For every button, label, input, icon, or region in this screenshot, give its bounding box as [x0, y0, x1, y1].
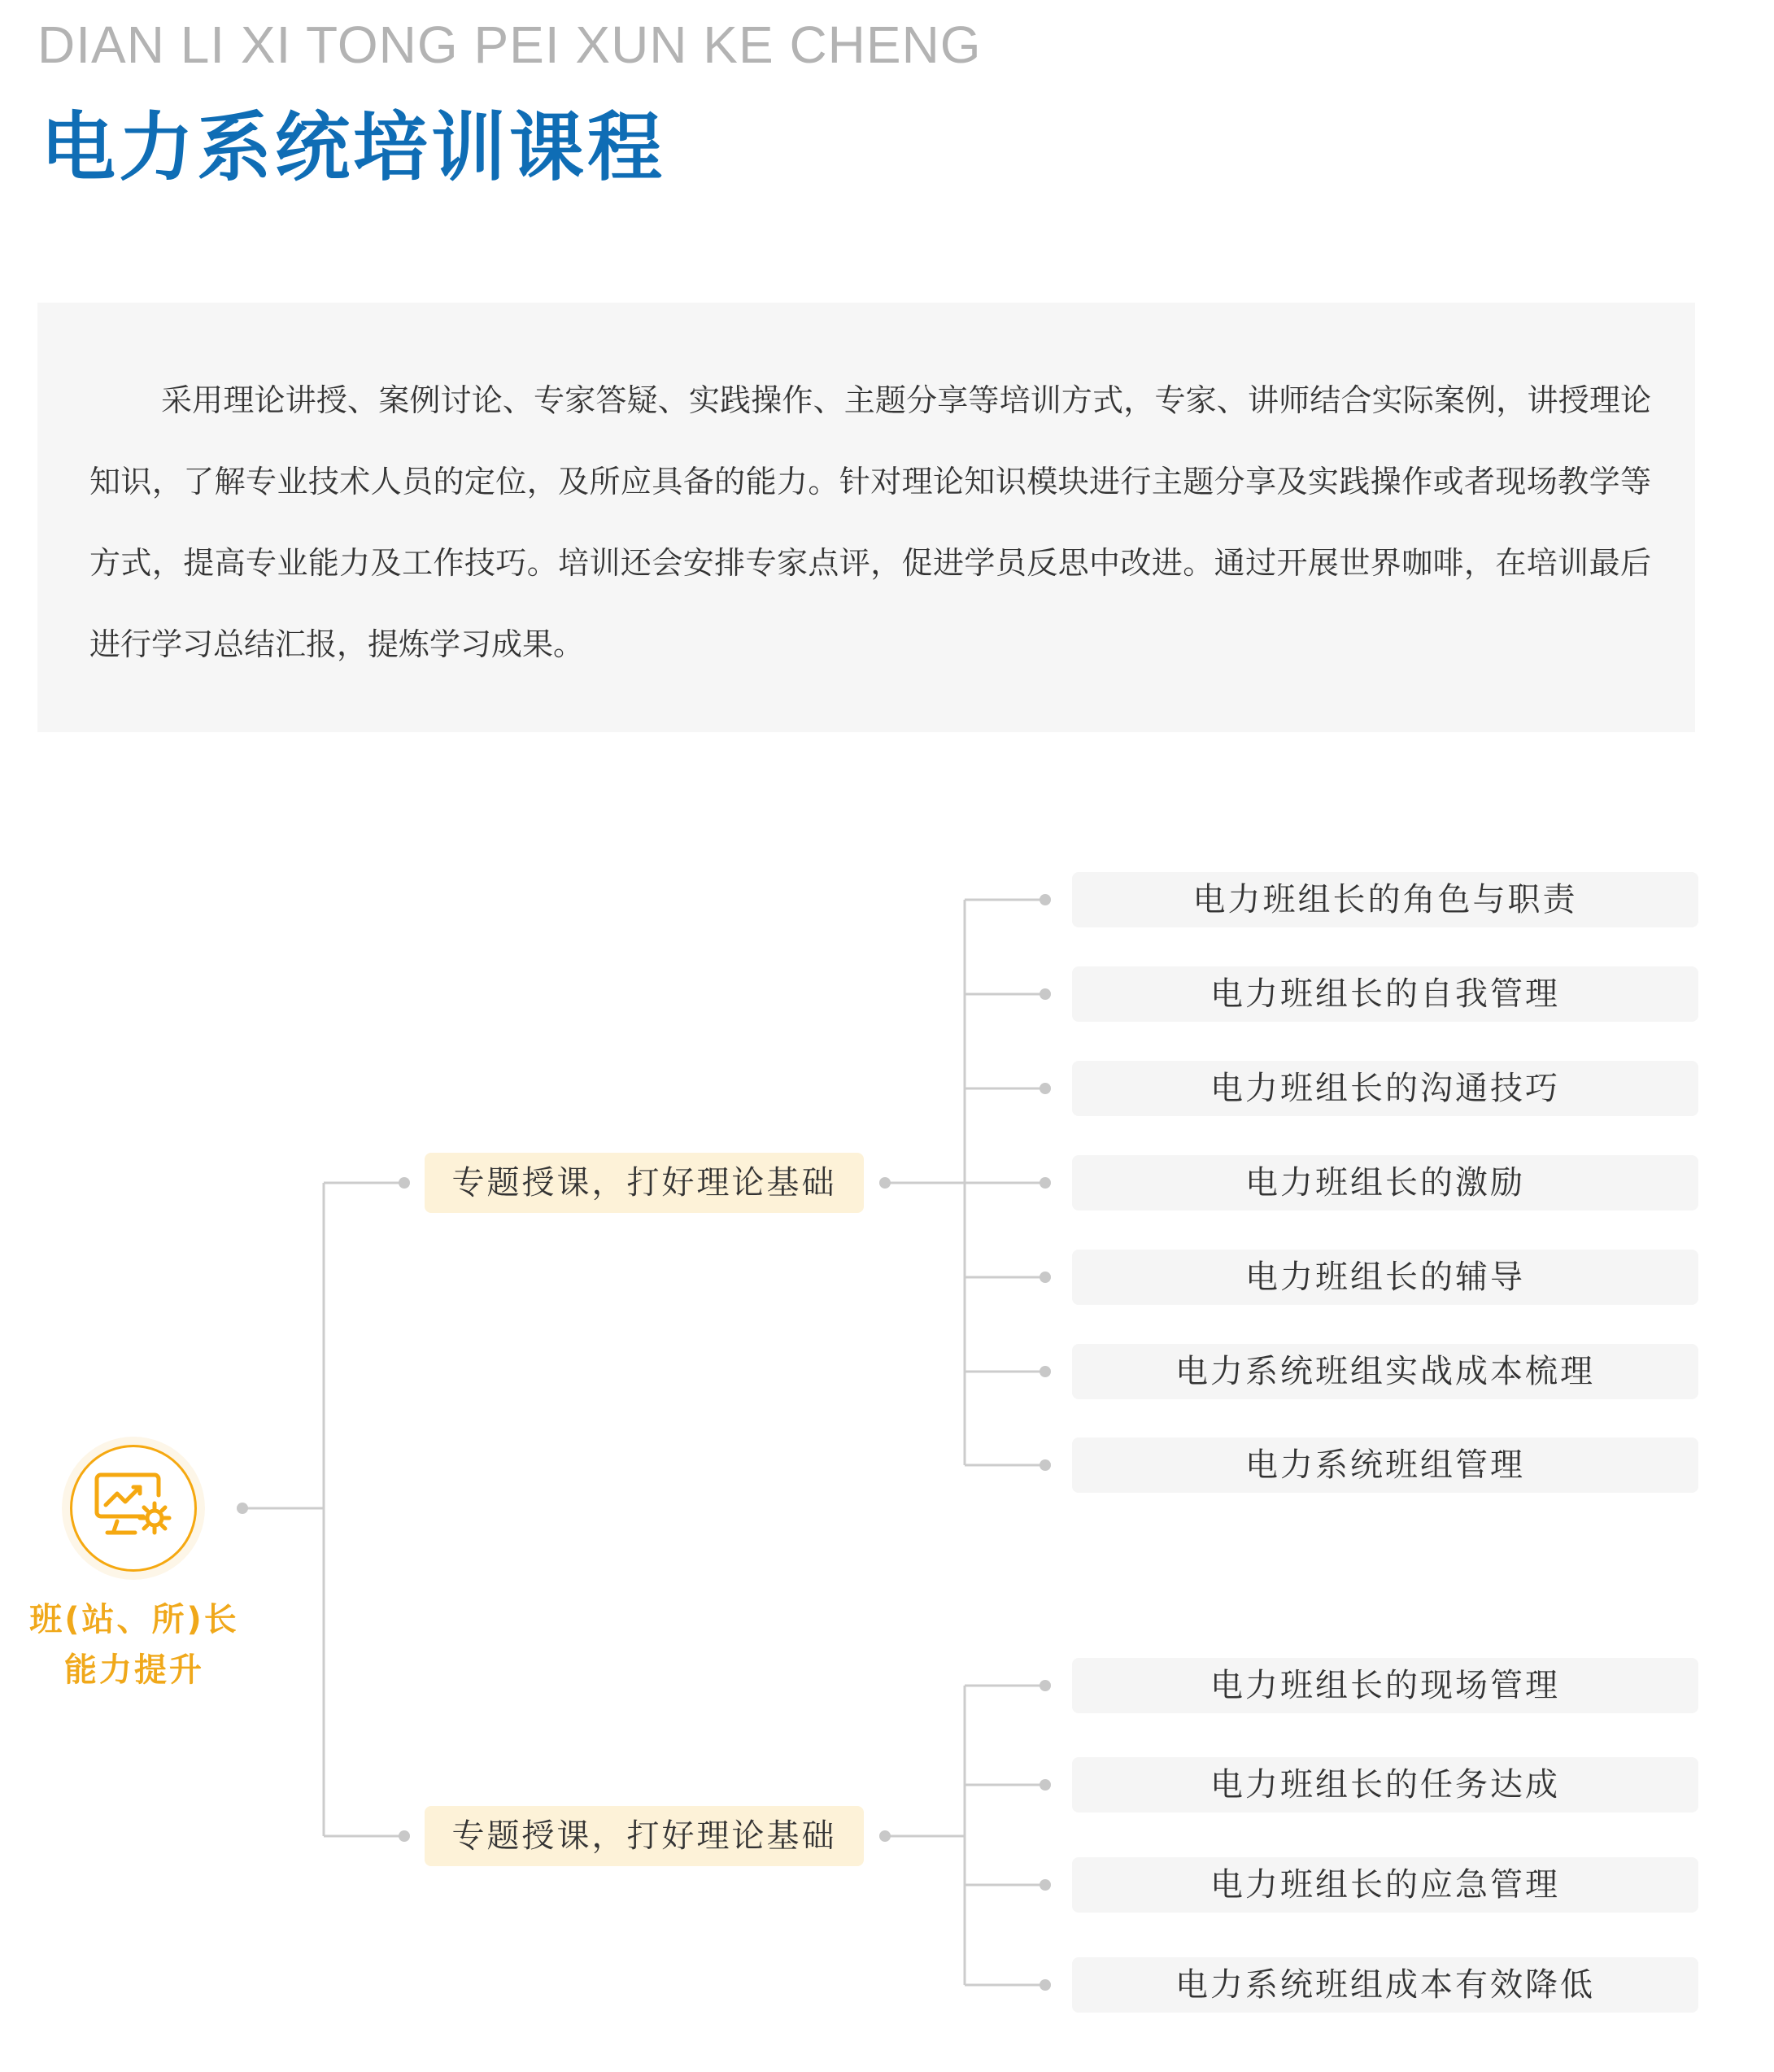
leaf-node: 电力班组长的现场管理: [1072, 1658, 1698, 1713]
leaf-node: 电力班组长的激励: [1072, 1155, 1698, 1210]
root-label-line-2: 能力提升: [64, 1651, 204, 1689]
leaf-node: 电力班组长的沟通技巧: [1072, 1061, 1698, 1116]
branch-node-1: 专题授课，打好理论基础: [425, 1153, 864, 1213]
leaf-node: 电力班组长的自我管理: [1072, 966, 1698, 1022]
root-label-line-1: 班(站、所)长: [29, 1601, 239, 1638]
page-title: 电力系统培训课程: [41, 104, 666, 191]
leaf-node: 电力系统班组成本有效降低: [1072, 1957, 1698, 2013]
monitor-gear-icon: [93, 1471, 174, 1546]
leaf-node: 电力班组长的应急管理: [1072, 1857, 1698, 1913]
leaf-node: 电力班组长的辅导: [1072, 1250, 1698, 1305]
pinyin-subtitle: DIAN LI XI TONG PEI XUN KE CHENG: [37, 15, 982, 74]
leaf-node: 电力班组长的任务达成: [1072, 1757, 1698, 1812]
leaf-node: 电力班组长的角色与职责: [1072, 872, 1698, 927]
root-node-label: [24, 1594, 244, 1695]
root-node-icon-badge: [62, 1437, 205, 1580]
branch-node-2: 专题授课，打好理论基础: [425, 1806, 864, 1866]
intro-paragraph: 采用理论讲授、案例讨论、专家答疑、实践操作、主题分享等培训方式，专家、讲师结合实际案例，讲授理论知识，了解专业技术人员的定位，及所应具备的能力。针对理论知识模块进行主题分享及实践操作或者现场教学等方式，提高专业能力及工作技巧。培训还会安排专家点评，促进学员反思中改进。通过开展世界咖啡，在培训最后进行学习总结汇报，提炼学习成果。: [89, 382, 1651, 662]
leaf-node: 电力系统班组管理: [1072, 1437, 1698, 1493]
leaf-node: 电力系统班组实战成本梳理: [1072, 1344, 1698, 1399]
